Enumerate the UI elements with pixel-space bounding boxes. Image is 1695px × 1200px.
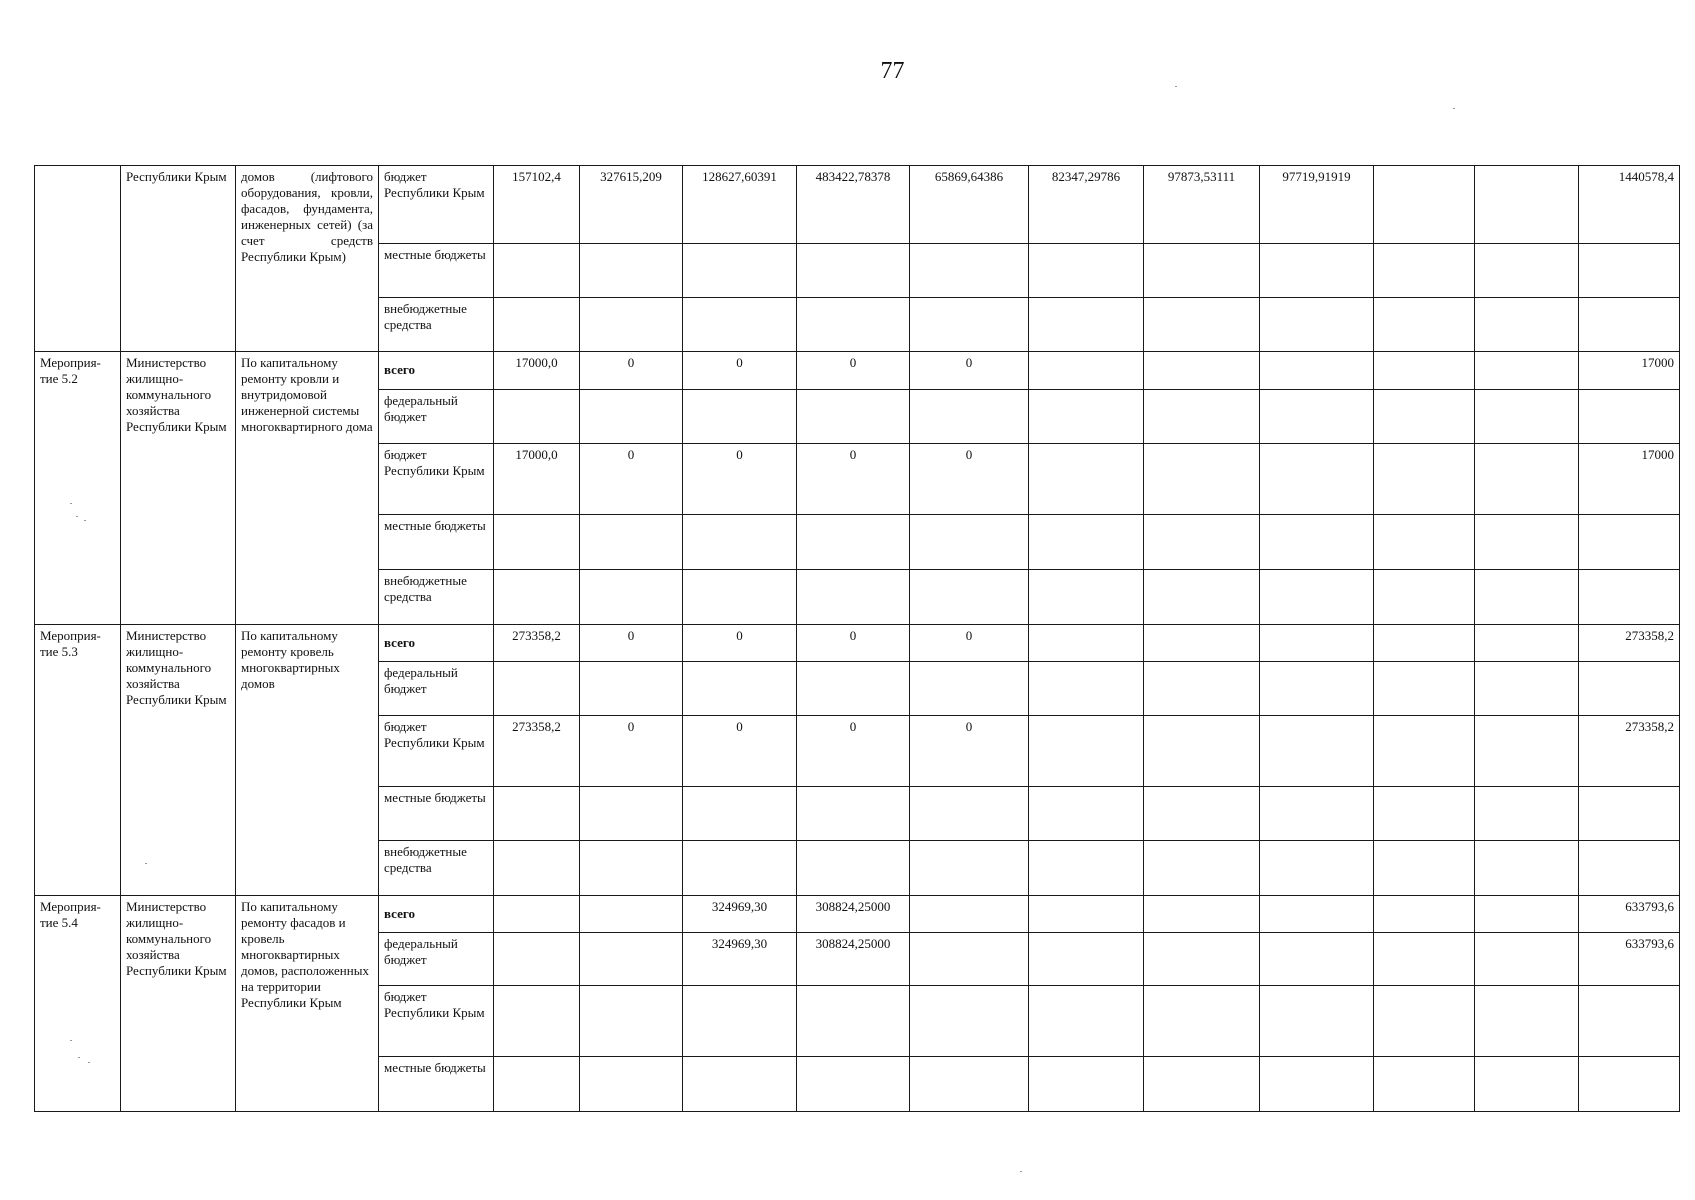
amount-cell xyxy=(494,787,580,841)
amount-cell xyxy=(1374,390,1475,444)
executor-cell: Министерство жилищно-коммунального хозяйства Республики Крым xyxy=(121,896,236,1112)
amount-cell xyxy=(1260,352,1374,390)
funding-source-cell: федеральный бюджет xyxy=(379,933,494,986)
funding-source-cell: внебюджетные средства xyxy=(379,570,494,625)
amount-cell xyxy=(1260,933,1374,986)
amount-cell: 17000,0 xyxy=(494,444,580,515)
amount-cell xyxy=(580,896,683,933)
amount-cell xyxy=(1029,570,1144,625)
amount-cell xyxy=(494,896,580,933)
amount-cell xyxy=(1144,244,1260,298)
event-cell: Мероприя-тие 5.2 xyxy=(35,352,121,625)
table-row xyxy=(35,166,1680,244)
total-cell: 633793,6 xyxy=(1579,896,1680,933)
amount-cell xyxy=(580,390,683,444)
amount-cell xyxy=(910,933,1029,986)
amount-cell: 308824,25000 xyxy=(797,933,910,986)
amount-cell xyxy=(1475,625,1579,662)
amount-cell: 65869,64386 xyxy=(910,166,1029,244)
amount-cell: 97719,91919 xyxy=(1260,166,1374,244)
amount-cell xyxy=(683,662,797,716)
amount-cell: 0 xyxy=(683,625,797,662)
amount-cell xyxy=(1260,625,1374,662)
funding-source-cell: бюджет Республики Крым xyxy=(379,986,494,1057)
amount-cell xyxy=(1374,352,1475,390)
amount-cell xyxy=(1475,1057,1579,1112)
amount-cell xyxy=(1144,787,1260,841)
amount-cell xyxy=(494,933,580,986)
amount-cell xyxy=(1144,298,1260,352)
amount-cell xyxy=(580,933,683,986)
description-cell: По капитальному ремонту кровель многоквартирных домов xyxy=(236,625,379,896)
amount-cell: 0 xyxy=(683,716,797,787)
amount-cell xyxy=(494,390,580,444)
page-number: 77 xyxy=(880,58,905,84)
amount-cell xyxy=(1374,244,1475,298)
amount-cell xyxy=(1029,298,1144,352)
amount-cell xyxy=(1144,933,1260,986)
amount-cell xyxy=(1260,515,1374,570)
amount-cell xyxy=(1144,515,1260,570)
amount-cell xyxy=(1374,444,1475,515)
amount-cell xyxy=(1029,896,1144,933)
amount-cell: 0 xyxy=(910,444,1029,515)
amount-cell: 82347,29786 xyxy=(1029,166,1144,244)
funding-source-cell: федеральный бюджет xyxy=(379,390,494,444)
funding-source-cell: местные бюджеты xyxy=(379,1057,494,1112)
amount-cell xyxy=(1029,625,1144,662)
amount-cell xyxy=(1374,1057,1475,1112)
amount-cell xyxy=(910,787,1029,841)
amount-cell xyxy=(494,298,580,352)
amount-cell xyxy=(1144,986,1260,1057)
amount-cell: 324969,30 xyxy=(683,896,797,933)
amount-cell xyxy=(910,1057,1029,1112)
table-row xyxy=(35,896,1680,933)
amount-cell xyxy=(1374,716,1475,787)
table-row xyxy=(35,625,1680,662)
amount-cell xyxy=(797,787,910,841)
funding-source-cell: всего xyxy=(379,625,494,662)
total-cell xyxy=(1579,662,1680,716)
event-cell: Мероприя-тие 5.3 xyxy=(35,625,121,896)
amount-cell xyxy=(910,570,1029,625)
amount-cell: 0 xyxy=(580,444,683,515)
amount-cell xyxy=(910,841,1029,896)
funding-source-cell: всего xyxy=(379,352,494,390)
amount-cell xyxy=(494,1057,580,1112)
amount-cell xyxy=(1260,841,1374,896)
amount-cell: 0 xyxy=(580,352,683,390)
amount-cell xyxy=(1144,896,1260,933)
amount-cell: 0 xyxy=(910,352,1029,390)
amount-cell xyxy=(797,390,910,444)
amount-cell: 324969,30 xyxy=(683,933,797,986)
amount-cell xyxy=(1475,933,1579,986)
amount-cell xyxy=(797,298,910,352)
funding-source-cell: местные бюджеты xyxy=(379,244,494,298)
amount-cell xyxy=(1475,570,1579,625)
amount-cell xyxy=(797,570,910,625)
total-cell: 273358,2 xyxy=(1579,625,1680,662)
amount-cell xyxy=(1260,716,1374,787)
amount-cell xyxy=(797,662,910,716)
amount-cell xyxy=(1029,515,1144,570)
amount-cell xyxy=(1144,444,1260,515)
amount-cell xyxy=(1374,986,1475,1057)
amount-cell xyxy=(1260,662,1374,716)
amount-cell: 327615,209 xyxy=(580,166,683,244)
amount-cell xyxy=(1260,570,1374,625)
amount-cell xyxy=(1029,390,1144,444)
amount-cell xyxy=(1475,515,1579,570)
amount-cell xyxy=(1374,625,1475,662)
total-cell xyxy=(1579,841,1680,896)
amount-cell xyxy=(1374,896,1475,933)
amount-cell xyxy=(683,986,797,1057)
amount-cell xyxy=(1260,298,1374,352)
amount-cell xyxy=(797,244,910,298)
funding-source-cell: внебюджетные средства xyxy=(379,298,494,352)
amount-cell xyxy=(1475,166,1579,244)
amount-cell xyxy=(1029,986,1144,1057)
amount-cell xyxy=(580,298,683,352)
funding-source-cell: бюджет Республики Крым xyxy=(379,716,494,787)
event-cell: Мероприя-тие 5.4 xyxy=(35,896,121,1112)
amount-cell xyxy=(1475,352,1579,390)
amount-cell xyxy=(910,896,1029,933)
amount-cell xyxy=(1144,570,1260,625)
amount-cell: 97873,53111 xyxy=(1144,166,1260,244)
total-cell xyxy=(1579,986,1680,1057)
funding-source-cell: местные бюджеты xyxy=(379,787,494,841)
amount-cell: 128627,60391 xyxy=(683,166,797,244)
amount-cell xyxy=(1029,244,1144,298)
amount-cell xyxy=(1475,244,1579,298)
amount-cell xyxy=(1029,444,1144,515)
amount-cell xyxy=(1144,841,1260,896)
amount-cell xyxy=(683,515,797,570)
amount-cell: 0 xyxy=(797,444,910,515)
description-cell: По капитальному ремонту кровли и внутридомовой инженерной системы многоквартирного дома xyxy=(236,352,379,625)
amount-cell xyxy=(1144,662,1260,716)
amount-cell xyxy=(683,570,797,625)
amount-cell xyxy=(1029,787,1144,841)
total-cell xyxy=(1579,298,1680,352)
total-cell xyxy=(1579,787,1680,841)
amount-cell: 157102,4 xyxy=(494,166,580,244)
amount-cell: 483422,78378 xyxy=(797,166,910,244)
amount-cell xyxy=(797,841,910,896)
amount-cell xyxy=(1374,298,1475,352)
budget-table xyxy=(34,165,1680,1112)
amount-cell: 17000,0 xyxy=(494,352,580,390)
total-cell xyxy=(1579,515,1680,570)
total-cell: 17000 xyxy=(1579,352,1680,390)
amount-cell xyxy=(910,515,1029,570)
amount-cell xyxy=(1374,570,1475,625)
table-row xyxy=(35,352,1680,390)
amount-cell xyxy=(1374,787,1475,841)
funding-source-cell: внебюджетные средства xyxy=(379,841,494,896)
amount-cell xyxy=(580,515,683,570)
amount-cell xyxy=(1374,662,1475,716)
amount-cell: 0 xyxy=(910,625,1029,662)
amount-cell xyxy=(1260,986,1374,1057)
funding-source-cell: федеральный бюджет xyxy=(379,662,494,716)
amount-cell xyxy=(683,390,797,444)
total-cell: 633793,6 xyxy=(1579,933,1680,986)
amount-cell xyxy=(1029,662,1144,716)
amount-cell: 0 xyxy=(683,352,797,390)
amount-cell xyxy=(580,1057,683,1112)
funding-source-cell: всего xyxy=(379,896,494,933)
description-cell: По капитальному ремонту фасадов и кровель многоквартирных домов, расположенных на территории Республики Крым xyxy=(236,896,379,1112)
amount-cell xyxy=(580,662,683,716)
amount-cell xyxy=(1260,444,1374,515)
amount-cell xyxy=(910,244,1029,298)
amount-cell xyxy=(494,244,580,298)
total-cell xyxy=(1579,570,1680,625)
amount-cell xyxy=(494,515,580,570)
amount-cell xyxy=(1029,716,1144,787)
total-cell: 17000 xyxy=(1579,444,1680,515)
executor-cell: Министерство жилищно-коммунального хозяйства Республики Крым xyxy=(121,352,236,625)
amount-cell xyxy=(580,787,683,841)
amount-cell xyxy=(683,1057,797,1112)
amount-cell xyxy=(683,841,797,896)
amount-cell xyxy=(1475,716,1579,787)
amount-cell: 0 xyxy=(910,716,1029,787)
amount-cell: 0 xyxy=(797,625,910,662)
amount-cell xyxy=(1475,841,1579,896)
amount-cell xyxy=(1475,298,1579,352)
amount-cell xyxy=(910,986,1029,1057)
amount-cell xyxy=(797,515,910,570)
description-cell: домов (лифтового оборудования, кровли, фасадов, фундамента, инженерных сетей) (за счет средств Республики Крым) xyxy=(236,166,379,352)
amount-cell xyxy=(1029,1057,1144,1112)
amount-cell xyxy=(1144,352,1260,390)
amount-cell xyxy=(797,1057,910,1112)
amount-cell xyxy=(1144,390,1260,444)
amount-cell xyxy=(494,570,580,625)
funding-source-cell: бюджет Республики Крым xyxy=(379,166,494,244)
amount-cell xyxy=(1260,390,1374,444)
amount-cell xyxy=(910,390,1029,444)
amount-cell xyxy=(580,244,683,298)
amount-cell xyxy=(1144,716,1260,787)
amount-cell xyxy=(494,662,580,716)
amount-cell xyxy=(1144,1057,1260,1112)
total-cell xyxy=(1579,244,1680,298)
amount-cell xyxy=(797,986,910,1057)
amount-cell xyxy=(683,244,797,298)
total-cell: 273358,2 xyxy=(1579,716,1680,787)
amount-cell xyxy=(494,841,580,896)
amount-cell xyxy=(1374,841,1475,896)
executor-cell: Республики Крым xyxy=(121,166,236,352)
amount-cell xyxy=(1029,352,1144,390)
amount-cell xyxy=(1260,896,1374,933)
amount-cell xyxy=(1260,787,1374,841)
total-cell: 1440578,4 xyxy=(1579,166,1680,244)
amount-cell: 0 xyxy=(580,625,683,662)
amount-cell: 0 xyxy=(797,352,910,390)
amount-cell xyxy=(1260,1057,1374,1112)
amount-cell xyxy=(1475,662,1579,716)
amount-cell xyxy=(1374,933,1475,986)
amount-cell: 308824,25000 xyxy=(797,896,910,933)
amount-cell xyxy=(580,986,683,1057)
amount-cell xyxy=(1475,444,1579,515)
total-cell xyxy=(1579,1057,1680,1112)
amount-cell xyxy=(1475,896,1579,933)
amount-cell xyxy=(494,986,580,1057)
total-cell xyxy=(1579,390,1680,444)
amount-cell xyxy=(580,841,683,896)
amount-cell: 273358,2 xyxy=(494,716,580,787)
amount-cell xyxy=(1475,390,1579,444)
amount-cell xyxy=(1475,787,1579,841)
event-cell xyxy=(35,166,121,352)
amount-cell: 0 xyxy=(683,444,797,515)
funding-source-cell: местные бюджеты xyxy=(379,515,494,570)
amount-cell: 273358,2 xyxy=(494,625,580,662)
amount-cell xyxy=(1260,244,1374,298)
amount-cell xyxy=(683,787,797,841)
amount-cell xyxy=(1029,933,1144,986)
amount-cell xyxy=(1374,166,1475,244)
amount-cell: 0 xyxy=(797,716,910,787)
executor-cell: Министерство жилищно-коммунального хозяйства Республики Крым xyxy=(121,625,236,896)
funding-source-cell: бюджет Республики Крым xyxy=(379,444,494,515)
amount-cell xyxy=(1475,986,1579,1057)
amount-cell xyxy=(1144,625,1260,662)
amount-cell xyxy=(1374,515,1475,570)
amount-cell: 0 xyxy=(580,716,683,787)
amount-cell xyxy=(910,298,1029,352)
amount-cell xyxy=(1029,841,1144,896)
amount-cell xyxy=(683,298,797,352)
amount-cell xyxy=(580,570,683,625)
amount-cell xyxy=(910,662,1029,716)
